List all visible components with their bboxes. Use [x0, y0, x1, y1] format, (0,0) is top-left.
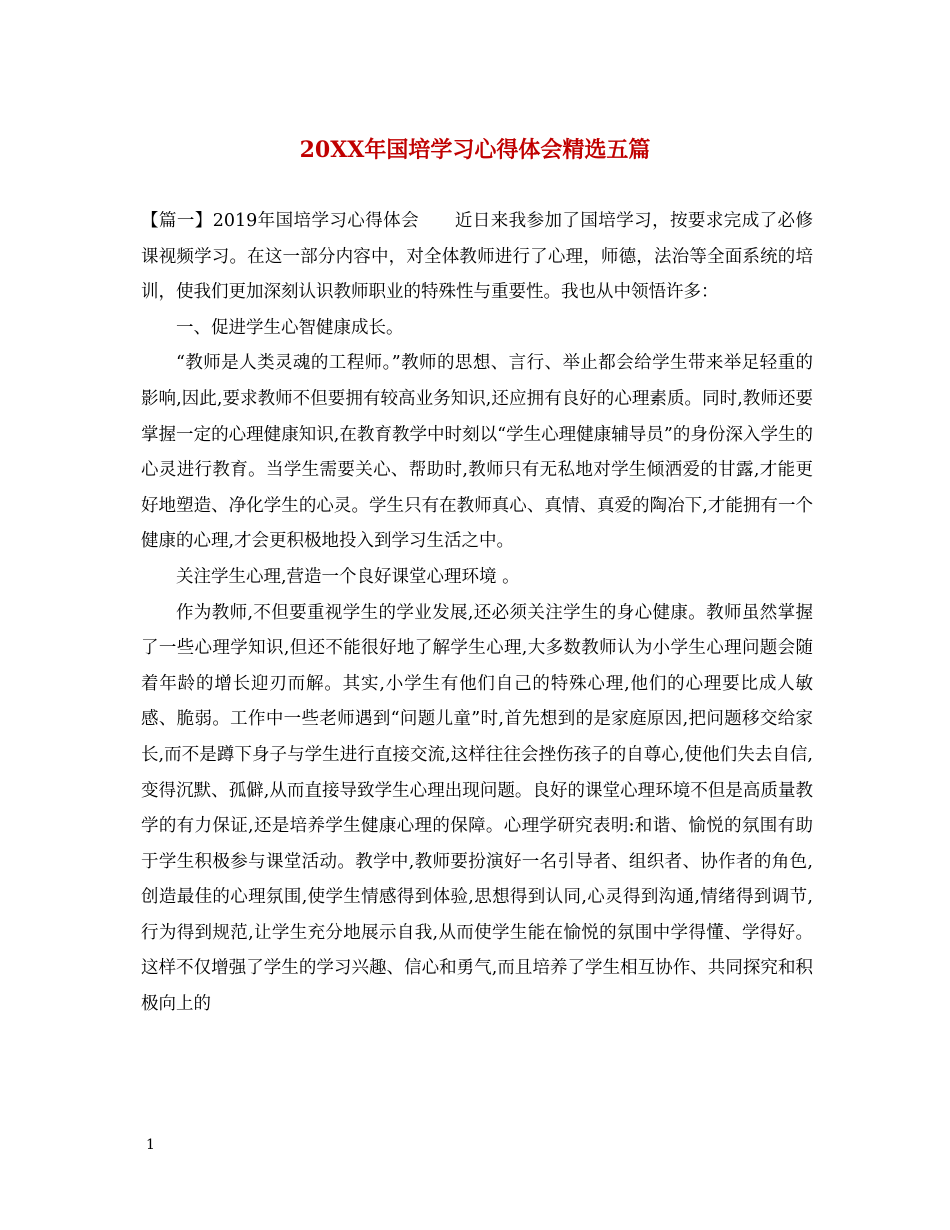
paragraph-teacher-role: “教师是人类灵魂的工程师。”教师的思想、言行、举止都会给学生带来举足轻重的影响,因此,要求教师不但要拥有较高业务知识,还应拥有良好的心理素质。同时,教师还要掌握一定的心理健康知识,在教育教学中时刻以“学生心理健康辅导员”的身份深入学生的心灵进行教育。当学生需要关心、帮助时,教师只有无私地对学生倾洒爱的甘露,才能更好地塑造、净化学生的心灵。学生只有在教师真心、真情、真爱的陶冶下,才能拥有一个健康的心理,才会更积极地投入到学习生活之中。	[141, 353, 813, 552]
paragraph-classroom-environment: 作为教师,不但要重视学生的学业发展,还必须关注学生的身心健康。教师虽然掌握了一些心理学知识,但还不能很好地了解学生心理,大多数教师认为小学生心理问题会随着年龄的增长迎刃而解。其实,小学生有他们自己的特殊心理,他们的心理要比成人敏感、脆弱。工作中一些老师遇到“问题儿童”时,首先想到的是家庭原因,把问题移交给家长,而不是蹲下身子与学生进行直接交流,这样往往会挫伤孩子的自尊心,使他们失去自信,变得沉默、孤僻,从而直接导致学生心理出现问题。良好的课堂心理环境不但是高质量教学的有力保证,还是培养学生健康心理的保障。心理学研究表明:和谐、愉悦的氛围有助于学生积极参与课堂活动。教学中,教师要扮演好一名引导者、组织者、协作者的角色,创造最佳的心理氛围,使学生情感得到体验,思想得到认同,心灵得到沟通,情绪得到调节,行为得到规范,让学生充分地展示自我,从而使学生能在愉悦的氛围中学得懂、学得好。这样不仅增强了学生的学习兴趣、信心和勇气,而且培养了学生相互协作、共同探究和积极向上的	[141, 602, 813, 1015]
document-title: 20XX年国培学习心得体会精选五篇	[299, 137, 651, 163]
paragraph-intro: 【篇一】2019年国培学习心得体会 近日来我参加了国培学习，按要求完成了必修课视频学习。在这一部分内容中，对全体教师进行了心理，师德，法治等全面系统的培训，使我们更加深刻认识教师职业的特殊性与重要性。我也从中领悟许多：	[141, 211, 813, 303]
document-body	[141, 204, 813, 1023]
section-heading-2: 关注学生心理,营造一个良好课堂心理环境 。	[176, 566, 520, 587]
page-number: 1	[146, 1137, 155, 1153]
section-heading-1: 一、促进学生心智健康成长。	[176, 317, 404, 338]
